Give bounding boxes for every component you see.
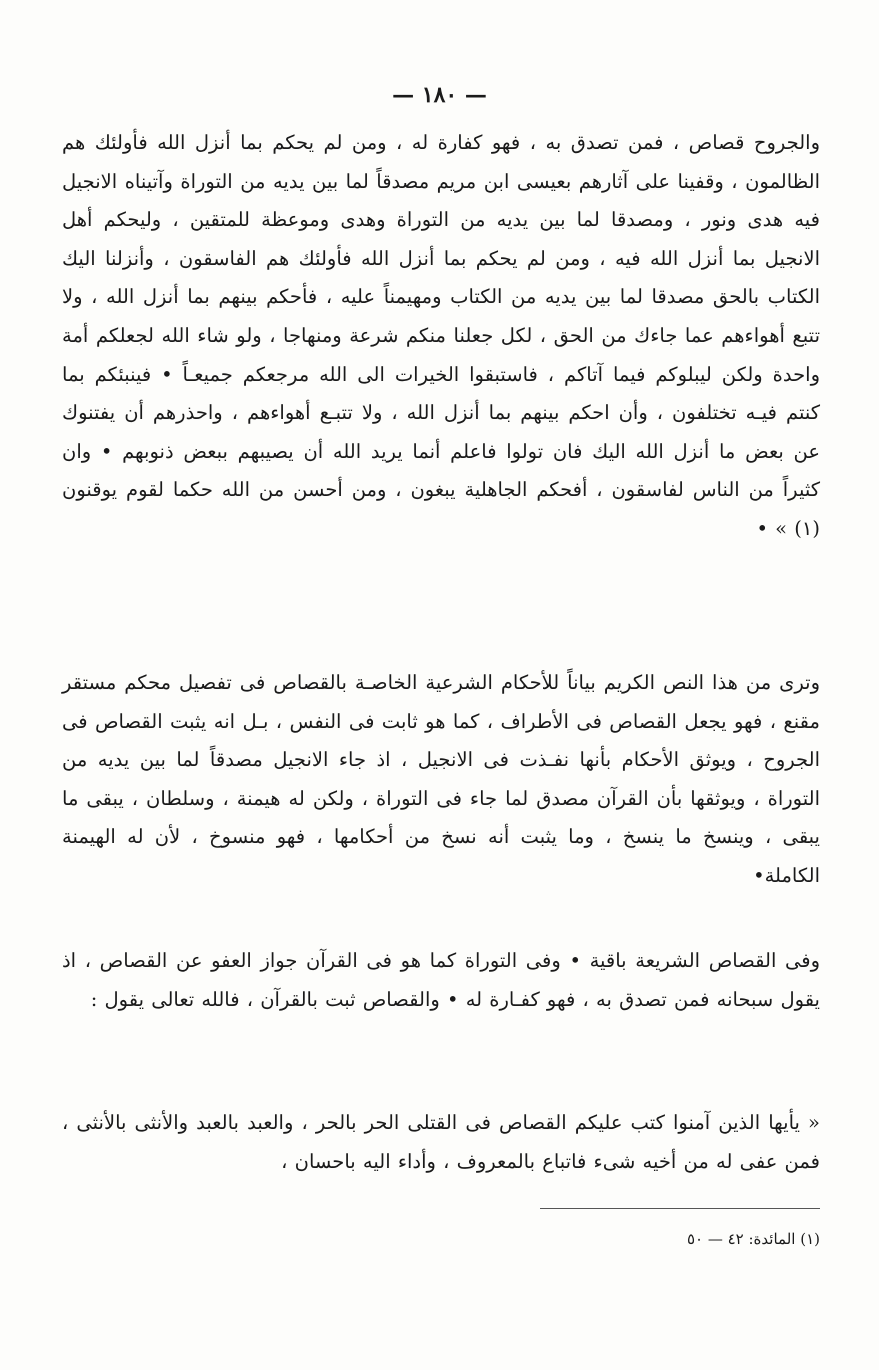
footnote-divider [540, 1208, 820, 1209]
paragraph-text: والجروح قصاص ، فمن تصدق به ، فهو كفارة له ، ومن لم يحكم بما أنزل الله فأولئك هم الظالمون ، وقفينا على آثارهم بعيسى ابن مريم مصدقاً لما بين يديه من التوراة وآتيناه الانجيل فيه هدى ونور ، ومصدقا لما بين يديه من التوراة وهدى وموعظة للمتقين ، وليحكم أهل الانجيل بما أنزل الله فيه ، ومن لم يحكم بما أنزل الله فأولئك هم الفاسقون ، وأنزلنا اليك الكتاب بالحق مصدقا لما بين يديه من الكتاب ومهيمناً عليه ، فأحكم بينهم بما أنزل الله ، ولا تتبع أهواءهم عما جاءك من الحق ، لكل جعلنا منكم شرعة ومنهاجا ، ولو شاء الله لجعلكم أمة واحدة ولكن ليبلوكم فيما آتاكم ، فاستبقوا الخيرات الى الله مرجعكم جميعـاً • فينبئكم بما كنتم فيـه تختلفون ، وأن احكم بينهم بما أنزل الله ، ولا تتبـع أهواءهم ، واحذرهم أن يفتنوك عن بعض ما أنزل الله اليك فان تولوا فاعلم أنما يريد الله أن يصيبهم ببعض ذنوبهم • وان كثيراً من الناس لفاسقون ، أفحكم الجاهلية يبغون ، ومن أحسن من الله حكما لقوم يوقنون (١) » • [62, 131, 820, 540]
paragraph-quran-verses [62, 124, 820, 549]
paragraph-text: وترى من هذا النص الكريم بياناً للأحكام الشرعية الخاصـة بالقصاص فى تفصيل محكم مستقر مقنع ، فهو يجعل القصاص فى الأطراف ، كما هو ثابت فى النفس ، بـل انه يثبت القصاص فى الجروح ، ويوثق الأحكام بأنها نفـذت فى الانجيل ، اذ جاء الانجيل مصدقاً لما بين يديه من التوراة ، ويوثقها بأن القرآن مصدق لما جاء فى التوراة ، ولكن له هيمنة ، وسلطان ، يبقى ما يبقى ، وينسخ ما ينسخ ، وما يثبت أنه نسخ من أحكامها ، فهو منسوخ ، لأن له الهيمنة الكاملة• [62, 671, 820, 887]
paragraph-quote [62, 1104, 820, 1181]
paragraph-commentary [62, 664, 820, 896]
page-number: — ١٨٠ — [392, 82, 487, 108]
paragraph-text: « يأيها الذين آمنوا كتب عليكم القصاص فى القتلى الحر بالحر ، والعبد بالعبد والأنثى بالأنثى ، فمن عفى له من أخيه شىء فاتباع بالمعروف ، وأداء اليه باحسان ، [62, 1111, 820, 1173]
paragraph-qisas [62, 942, 820, 1019]
footnote: (١) المائدة: ٤٢ — ٥٠ [686, 1230, 820, 1248]
paragraph-text: وفى القصاص الشريعة باقية • وفى التوراة كما هو فى القرآن جواز العفو عن القصاص ، اذ يقول سبحانه فمن تصدق به ، فهو كفـارة له • والقصاص ثبت بالقرآن ، فالله تعالى يقول : [62, 949, 820, 1011]
